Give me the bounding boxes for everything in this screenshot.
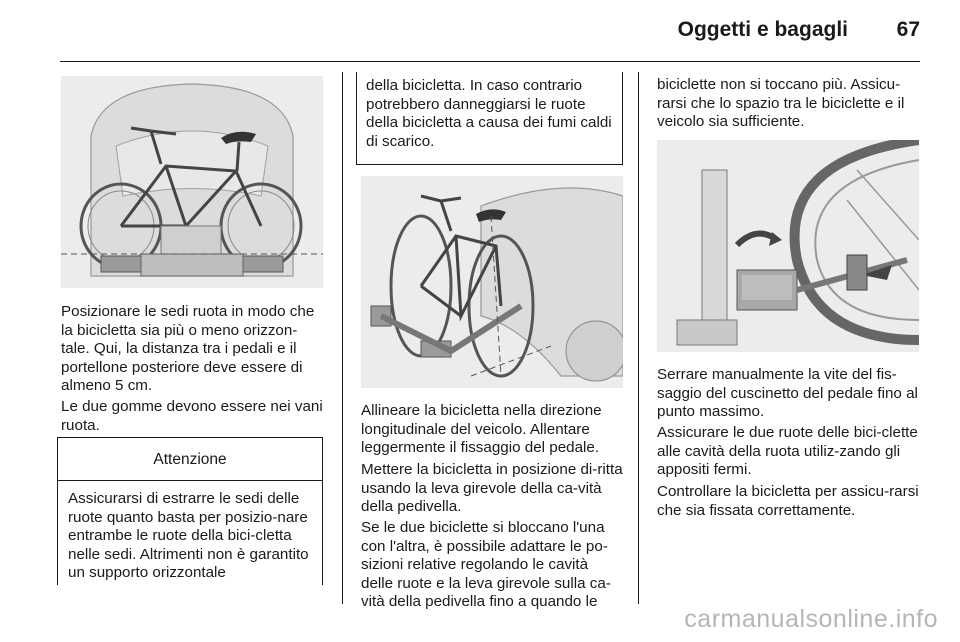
bike-side-view-drawing [361, 176, 623, 388]
warning-text: della bicicletta. In caso contrario potrebbero danneggiarsi le ruote della bicicletta a causa dei fumi caldi di scarico. [366, 77, 612, 150]
paragraph: Se le due biciclette si bloccano l'una con l'altra, è possibile adattare le po-sizioni relative regolando le cavità delle ruote e la leva girevole sulla ca-vità della pedivella fino a quando le [361, 519, 611, 611]
bike-rear-view-drawing [61, 76, 323, 288]
header-rule [60, 61, 920, 62]
column-divider-right [638, 72, 639, 604]
paragraph: Posizionare le sedi ruota in modo che la bicicletta sia più o meno orizzon-tale. Qui, la distanza tra i pedali e il portellone posteriore deve essere di almeno 5 cm. [61, 303, 315, 395]
paragraph: Serrare manualmente la vite del fis-saggio del cuscinetto del pedale fino al punto massimo. [657, 366, 918, 421]
page-header [0, 0, 960, 60]
pedal-fixing-closeup-illustration [657, 140, 919, 352]
paragraph: Controllare la bicicletta per assicu-rarsi che sia fissata correttamente. [657, 483, 919, 519]
warning-text: Assicurarsi di estrarre le sedi delle ruote quanto basta per posizio-nare entrambe le ruote della bici-cletta nelle sedi. Altrimenti non è garantito un supporto orizzontale [68, 490, 309, 582]
warning-box [57, 437, 323, 585]
warning-box-continued [356, 72, 623, 165]
page-number: 67 [896, 18, 920, 41]
paragraph: Mettere la bicicletta in posizione di-ritta usando la leva girevole della ca-vità della pedivella. [361, 461, 623, 516]
section-title: Oggetti e bagagli [677, 18, 848, 41]
warning-rule [58, 480, 322, 481]
column-divider-left [342, 72, 343, 604]
pedal-closeup-drawing [657, 140, 919, 352]
bike-rack-rear-view-illustration [61, 76, 323, 288]
paragraph: Assicurare le due ruote delle bici-clette alle cavità della ruota utiliz-zando gli appositi fermi. [657, 424, 918, 479]
warning-title: Attenzione [153, 451, 227, 468]
paragraph: Allineare la bicicletta nella direzione longitudinale del veicolo. Allentare leggermente il fissaggio del pedale. [361, 402, 602, 457]
watermark: carmanualsonline.info [684, 605, 938, 633]
bike-rack-side-view-illustration [361, 176, 623, 388]
paragraph: Le due gomme devono essere nei vani ruota. [61, 398, 323, 434]
paragraph: biciclette non si toccano più. Assicu-rarsi che lo spazio tra le biciclette e il veicolo sia sufficiente. [657, 76, 905, 131]
